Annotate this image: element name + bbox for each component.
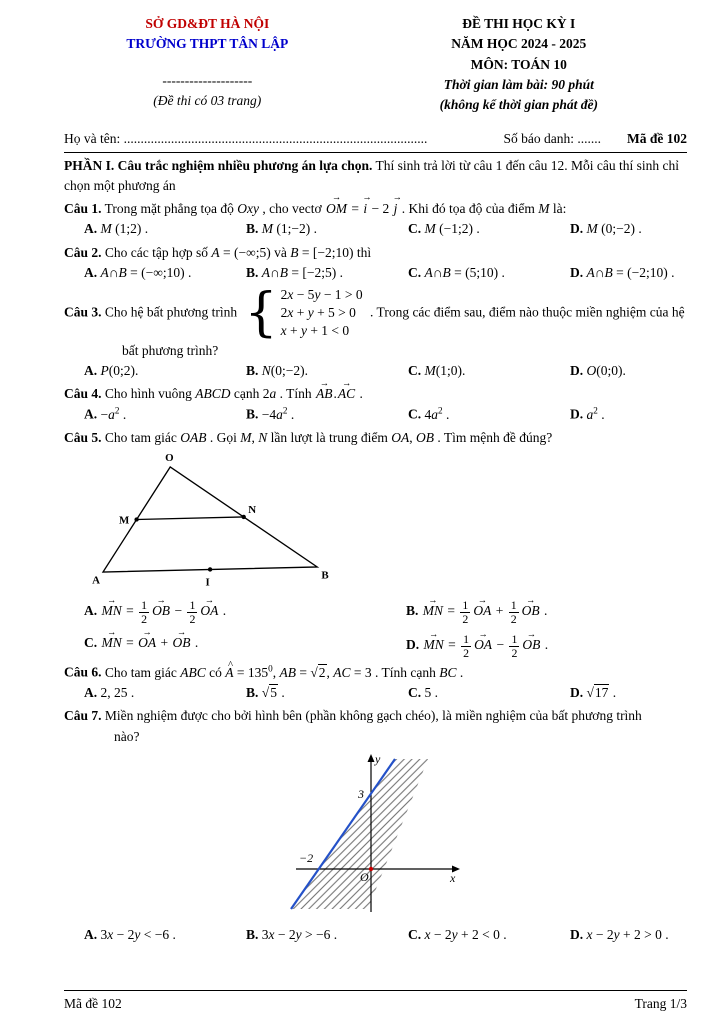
question-3-options xyxy=(64,361,687,381)
option-c xyxy=(408,361,566,381)
question-7 xyxy=(64,706,687,945)
option-a-label: A. xyxy=(84,685,98,701)
option-d-label: D. xyxy=(570,264,584,280)
option-c-label: C. xyxy=(84,635,98,651)
option-d-text: M (0;−2) . xyxy=(586,221,642,237)
option-a xyxy=(84,263,242,283)
option-d xyxy=(570,404,687,425)
question-7-options xyxy=(64,925,687,945)
question-2-stem xyxy=(64,243,687,263)
option-c-label: C. xyxy=(408,264,422,280)
part1-description: Thí sinh trả lời từ câu 1 đến câu 12. Mỗi câu thí sinh chỉ chọn một phương án xyxy=(64,157,680,193)
question-1-options xyxy=(64,219,687,239)
option-b-label: B. xyxy=(246,406,259,422)
option-c xyxy=(408,925,566,945)
question-2 xyxy=(64,243,687,284)
question-4 xyxy=(64,384,687,425)
header-right-block xyxy=(351,14,687,115)
option-a-label: A. xyxy=(84,362,98,378)
option-b xyxy=(246,925,404,945)
question-7-text-line2: nào? xyxy=(114,728,140,744)
question-3-text-post: . Trong các điểm sau, điểm nào thuộc miền nghiệm của hệ xyxy=(370,304,685,320)
label-x-intercept-minus2: −2 xyxy=(298,850,313,865)
option-a-label: A. xyxy=(84,603,98,619)
question-6 xyxy=(64,662,687,703)
option-b xyxy=(246,683,404,703)
point-M-dot xyxy=(134,518,138,522)
system-line-2: 2x + y + 5 > 0 xyxy=(280,305,356,321)
option-a xyxy=(84,683,242,703)
option-d xyxy=(570,361,687,381)
school-year: NĂM HỌC 2024 - 2025 xyxy=(451,36,587,52)
option-d-text: √17 . xyxy=(586,685,617,701)
label-y-intercept-3: 3 xyxy=(357,786,364,801)
question-6-options xyxy=(64,683,687,703)
option-a-label: A. xyxy=(84,264,98,280)
question-2-text: Cho các tập hợp số A = (−∞;5) và B = [−2;10) thì xyxy=(101,244,372,260)
question-3-label: Câu 3. xyxy=(64,304,102,320)
option-d xyxy=(570,263,687,283)
option-c-text: 5 . xyxy=(424,685,438,701)
option-c-text: $4a^2$ . xyxy=(424,405,450,422)
option-d-label: D. xyxy=(570,221,584,237)
option-c xyxy=(408,263,566,283)
question-2-label: Câu 2. xyxy=(64,244,102,260)
option-d-label: D. xyxy=(406,637,420,653)
school-name: TRƯỜNG THPT TÂN LẬP xyxy=(126,36,289,52)
option-b-text: $-4a^2$ . xyxy=(261,405,295,422)
label-O: O xyxy=(165,452,174,465)
question-7-label: Câu 7. xyxy=(64,708,102,724)
candidate-number-field: Số báo danh: ....... xyxy=(503,131,601,147)
option-a-text: P(0;2). xyxy=(100,362,139,378)
option-b-text: N(0;−2). xyxy=(261,362,309,378)
option-a-text: 3x − 2y < −6 . xyxy=(100,927,176,943)
option-a xyxy=(84,925,242,945)
origin-dot xyxy=(368,867,372,871)
option-c-text: M (−1;2) . xyxy=(424,221,480,237)
option-c-label: C. xyxy=(408,362,422,378)
option-c xyxy=(408,683,566,703)
label-I: I xyxy=(205,576,210,589)
option-b-label: B. xyxy=(246,362,259,378)
header-left-block xyxy=(64,14,351,115)
option-d-label: D. xyxy=(570,927,584,943)
option-a-label: A. xyxy=(84,927,98,943)
segment-MN xyxy=(137,517,244,520)
question-1-stem xyxy=(64,199,687,219)
option-b-label: B. xyxy=(246,685,259,701)
footer-page-number: Trang 1/3 xyxy=(634,995,687,1011)
question-3 xyxy=(64,283,687,381)
question-1-label: Câu 1. xyxy=(64,201,102,216)
option-b-text: 3x − 2y > −6 . xyxy=(261,927,338,943)
option-b xyxy=(246,263,404,283)
option-d-text: A∩B = (−2;10) . xyxy=(586,264,675,280)
y-axis-arrow xyxy=(367,754,374,762)
option-b-label: B. xyxy=(246,221,259,237)
option-b-label: B. xyxy=(246,264,259,280)
label-B: B xyxy=(321,570,329,583)
option-d-text: O(0;0). xyxy=(586,362,626,378)
point-N-dot xyxy=(242,515,246,519)
question-7-stem xyxy=(64,706,687,726)
option-b-text: MN → = $\frac{1}{2}$ OA → + $\frac{1}{2}$ OB → . xyxy=(422,603,548,618)
option-d xyxy=(406,633,687,659)
option-c-label: C. xyxy=(408,221,422,237)
option-c-label: C. xyxy=(408,406,422,422)
question-3-stem xyxy=(64,283,687,344)
question-7-text: Miền nghiệm được cho bởi hình bên (phần không gạch chéo), là miền nghiệm của bất phương trình xyxy=(101,708,642,724)
option-c-text: M(1;0). xyxy=(424,362,466,378)
question-2-options xyxy=(64,263,687,283)
option-b-label: B. xyxy=(246,927,259,943)
option-a-text: A∩B = (−∞;10) . xyxy=(100,264,192,280)
option-a xyxy=(84,599,402,625)
candidate-name-field: Họ và tên: .......................................................................................... xyxy=(64,131,428,147)
system-line-1: 2x − 5y − 1 > 0 xyxy=(280,287,363,302)
page-footer xyxy=(64,990,687,1014)
footer-exam-code: Mã đề 102 xyxy=(64,995,122,1011)
question-3-text-pre: Cho hệ bất phương trình xyxy=(104,304,238,320)
question-6-text: Cho tam giác ABC có A ^ = $135^0$, AB = √2, AC = 3 . Tính cạnh BC . xyxy=(102,665,464,680)
exam-header xyxy=(64,14,687,115)
option-c-text: A∩B = (5;10) . xyxy=(424,264,505,280)
option-a-label: A. xyxy=(84,221,98,237)
option-a xyxy=(84,219,242,239)
option-d-text: x − 2y + 2 > 0 . xyxy=(586,927,669,943)
graph-figure-wrap xyxy=(64,749,687,925)
option-d xyxy=(570,925,687,945)
option-b xyxy=(406,599,687,625)
question-5-stem xyxy=(64,428,687,448)
inequality-system xyxy=(244,283,363,344)
option-c-label: C. xyxy=(408,685,422,701)
option-a-text: 2, 25 . xyxy=(100,685,135,701)
option-a xyxy=(84,404,242,425)
option-c-label: C. xyxy=(408,927,422,943)
divider-dashes: -------------------- xyxy=(162,72,253,88)
option-d-text: MN → = $\frac{1}{2}$ OA → − $\frac{1}{2}$ OB → . xyxy=(423,637,549,652)
question-6-label: Câu 6. xyxy=(64,664,102,680)
exam-title: ĐỀ THI HỌC KỲ I xyxy=(462,16,576,31)
pages-note: (Đề thi có 03 trang) xyxy=(153,92,262,108)
question-4-text: Cho hình vuông ABCD cạnh 2a . Tính AB →.AC → . xyxy=(102,386,363,401)
question-5-options xyxy=(64,599,687,659)
part1-heading xyxy=(64,156,687,197)
part1-title: PHẦN I. Câu trắc nghiệm nhiều phương án lựa chọn. xyxy=(64,157,373,173)
question-5-label: Câu 5. xyxy=(64,430,102,446)
question-4-options xyxy=(64,404,687,425)
duration: Thời gian làm bài: 90 phút xyxy=(443,76,594,92)
option-c xyxy=(408,219,566,239)
point-I-dot xyxy=(208,568,212,572)
label-origin: O xyxy=(359,869,369,884)
option-d xyxy=(570,219,687,239)
system-line-3: x + y + 1 < 0 xyxy=(280,323,350,339)
option-b-text: M (1;−2) . xyxy=(261,221,317,237)
option-a-text: $-a^2$ . xyxy=(100,405,127,422)
question-6-stem xyxy=(64,662,687,683)
option-b-text: A∩B = [−2;5) . xyxy=(261,264,343,280)
option-b-text: √5 . xyxy=(261,685,285,701)
label-N: N xyxy=(248,504,257,517)
option-b-label: B. xyxy=(406,603,419,619)
option-a-text: M (1;2) . xyxy=(100,221,149,237)
triangle-figure xyxy=(82,450,334,589)
option-c xyxy=(84,633,402,659)
label-A: A xyxy=(92,575,100,588)
exam-code-badge: Mã đề 102 xyxy=(627,131,687,147)
subject: MÔN: TOÁN 10 xyxy=(470,56,567,72)
candidate-info-row xyxy=(64,129,687,152)
option-b xyxy=(246,404,404,425)
department-name: SỞ GD&ĐT HÀ NỘI xyxy=(145,16,270,31)
duration-note: (không kể thời gian phát đề) xyxy=(439,97,598,112)
option-a-label: A. xyxy=(84,406,98,422)
question-5-text: Cho tam giác OAB . Gọi M, N lần lượt là trung điểm OA, OB . Tìm mệnh đề đúng? xyxy=(101,430,553,446)
label-y-axis: y xyxy=(374,751,380,766)
system-lines xyxy=(281,286,363,341)
question-1 xyxy=(64,199,687,240)
option-d xyxy=(570,683,687,703)
question-4-label: Câu 4. xyxy=(64,386,102,402)
question-1-text: Trong mặt phẳng tọa độ Oxy , cho vectơ OM → = i → − 2 j → . Khi đó tọa độ của điểm M là: xyxy=(102,201,567,216)
option-d-label: D. xyxy=(570,685,584,701)
question-4-stem xyxy=(64,384,687,404)
question-5 xyxy=(64,428,687,659)
option-c xyxy=(408,404,566,425)
option-d-label: D. xyxy=(570,406,584,422)
option-b xyxy=(246,219,404,239)
system-brace: { xyxy=(244,283,278,344)
option-c-text: x − 2y + 2 < 0 . xyxy=(424,927,507,943)
option-d-label: D. xyxy=(570,362,584,378)
option-a xyxy=(84,361,242,381)
question-3-text-line2: bất phương trình? xyxy=(122,342,219,358)
half-plane-graph-figure xyxy=(286,749,466,919)
label-M: M xyxy=(118,514,130,527)
hatched-region xyxy=(291,759,428,909)
option-d-text: $a^2$ . xyxy=(586,405,605,422)
option-a-text: MN → = $\frac{1}{2}$ OB → − $\frac{1}{2}$ OA → . xyxy=(101,603,227,618)
option-c-text: MN → = OA → + OB → . xyxy=(101,635,199,650)
label-x-axis: x xyxy=(449,870,455,885)
